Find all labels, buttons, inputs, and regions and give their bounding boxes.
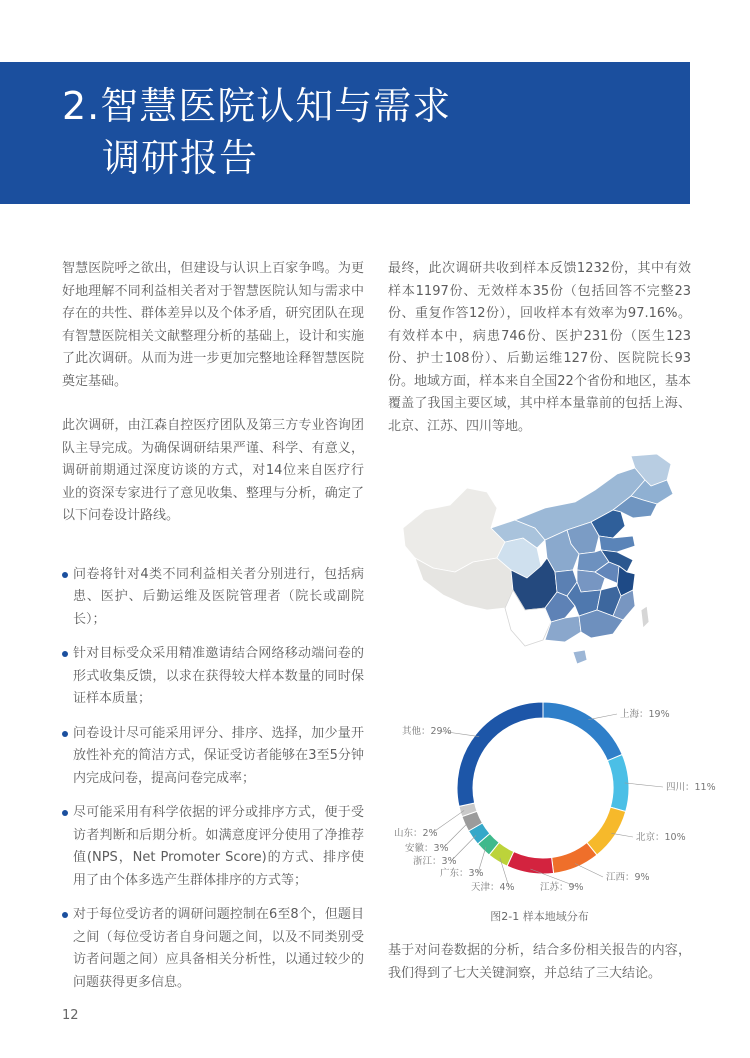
donut-label-6: 天津：4% <box>471 882 515 893</box>
bullet-text: 尽可能采用有科学依据的评分或排序方式，便于受访者判断和后期分析。如满意度评分使用了净推荐值(NPS，Net Promoter Score)的方式、排序使用了由个体多选产生群体排序的方式等； <box>73 805 364 888</box>
conclusion-paragraph: 基于对问卷数据的分析，结合多份相关报告的内容，我们得到了七大关键洞察，并总结了三大结论。 <box>388 943 691 981</box>
donut-slice-4 <box>552 843 597 874</box>
figure-caption: 图2-1 样本地域分布 <box>490 910 589 923</box>
donut-leader-line-1 <box>588 714 617 720</box>
bullet-text: 对于每位受访者的调研问题控制在6至8个，但题目之间（每位受访者自身问题之间，以及不同类别受访者问题之间）应具备相关分析性，以通过较少的问题获得更多信息。 <box>73 907 364 990</box>
donut-label-5: 江苏：9% <box>540 882 584 893</box>
map-region-taiwan <box>641 606 649 628</box>
intro-paragraph: 智慧医院呼之欲出，但建设与认识上百家争鸣。为更好地理解不同利益相关者对于智慧医院认知与需求中存在的共性、群体差异以及个体矛盾，研究团队在现有智慧医院相关文献整理分析的基础上，设计和实施了此次调研。从而为进一步更加完整地诠释智慧医院奠定基础。 <box>62 261 364 389</box>
donut-label-2: 四川：11% <box>666 782 716 793</box>
donut-label-7: 广东：3% <box>440 868 484 879</box>
donut-slice-1 <box>543 702 622 761</box>
donut-label-4: 江西：9% <box>606 872 650 883</box>
donut-slice-11 <box>457 702 543 806</box>
page-number: 12 <box>62 1008 79 1023</box>
donut-leader-line-4 <box>575 864 603 877</box>
left-column <box>62 258 364 1006</box>
bullet-item <box>62 723 364 791</box>
donut-segments <box>457 702 629 874</box>
bullet-dot-icon <box>62 810 68 816</box>
design-bullet-list <box>62 564 364 995</box>
method-paragraph: 此次调研，由江森自控医疗团队及第三方专业咨询团队主导完成。为确保调研结果严谨、科学、有意义，调研前期通过深度访谈的方式，对14位来自医疗行业的资深专家进行了意见收集、整理与分析，确定了以下问卷设计路线。 <box>62 418 364 523</box>
sample-region-donut-chart <box>388 690 716 905</box>
bullet-dot-icon <box>62 651 68 657</box>
right-column <box>388 258 691 438</box>
bullet-dot-icon <box>62 572 68 578</box>
bullet-text: 针对目标受众采用精准邀请结合网络移动端问卷的形式收集反馈，以求在获得较大样本数量的同时保证样本质量； <box>73 646 364 706</box>
bullet-item <box>62 643 364 711</box>
donut-label-10: 山东：2% <box>394 828 438 839</box>
donut-leader-line-2 <box>625 783 663 787</box>
map-region-shandong <box>599 536 635 552</box>
donut-slice-3 <box>587 807 626 855</box>
china-map-illustration <box>395 450 695 680</box>
bullet-item <box>62 564 364 632</box>
title-line-2: 调研报告 <box>102 136 259 180</box>
bullet-text: 问卷将针对4类不同利益相关者分别进行，包括病患、医护、后勤运维及医院管理者（院长或副院长）； <box>73 566 364 627</box>
bullet-dot-icon <box>62 912 68 918</box>
donut-label-1: 上海：19% <box>620 709 670 720</box>
donut-label-9: 安徽：3% <box>405 843 449 854</box>
donut-label-3: 北京：10% <box>636 832 686 843</box>
donut-slice-5 <box>507 852 554 874</box>
bullet-item <box>62 904 364 994</box>
page-title <box>62 80 451 184</box>
map-region-hainan <box>573 650 587 664</box>
results-paragraph: 最终，此次调研共收到样本反馈1232份，其中有效样本1197份、无效样本35份（包括回答不完整23份、重复作答12份），回收样本有效率为97.16%。有效样本中，病患746份、医护231份（医生123份、护士108份）、后勤运维127份、医院院长93份。地域方面，样本来自全国22个省份和地区，基本覆盖了我国主要区域，其中样本量靠前的包括上海、北京、江苏、四川等地。 <box>388 261 691 434</box>
bullet-item <box>62 802 364 892</box>
donut-label-8: 浙江：3% <box>413 856 457 867</box>
bullet-text: 问卷设计尽可能采用评分、排序、选择，加少量开放性补充的简洁方式，保证受访者能够在3至5分钟内完成问卷，提高问卷完成率； <box>73 725 364 786</box>
donut-label-11: 其他：29% <box>402 726 452 737</box>
bullet-dot-icon <box>62 731 68 737</box>
title-line-1: 2.智慧医院认知与需求 <box>62 84 452 128</box>
